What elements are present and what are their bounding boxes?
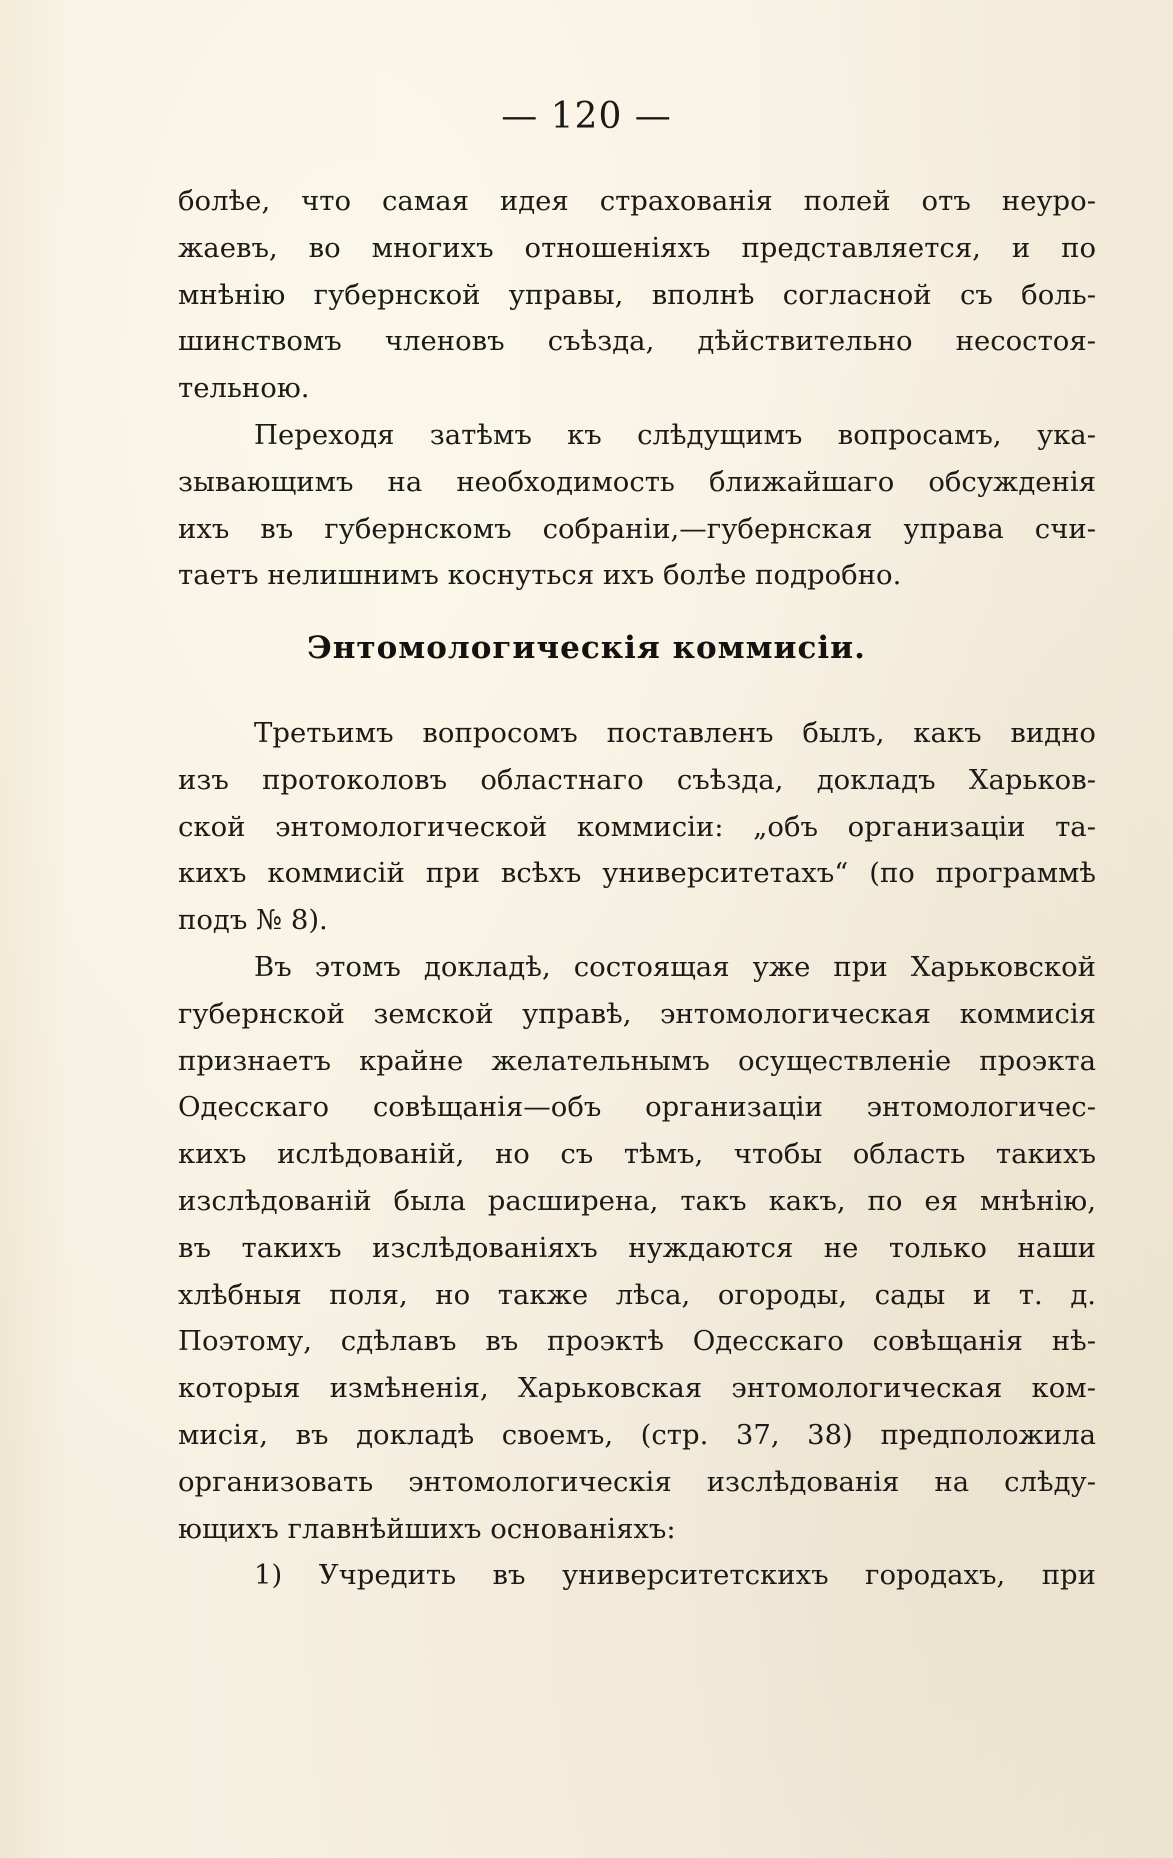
text-line: 1) Учредить въ университетскихъ городахъ, при xyxy=(254,1559,1096,1591)
text-line: Третьимъ вопросомъ поставленъ былъ, какъ видно xyxy=(254,717,1096,749)
text-line: Поэтому, сдѣлавъ въ проэктѣ Одесскаго совѣщанія нѣ- xyxy=(178,1325,1096,1358)
text-line: таетъ нелишнимъ коснуться ихъ болѣе подробно. xyxy=(178,559,902,592)
text-line: кихъ ислѣдованій, но съ тѣмъ, чтобы область такихъ xyxy=(178,1138,1096,1171)
paragraph-1 xyxy=(178,178,1096,412)
page-number: — 120 — xyxy=(501,96,672,137)
text-line: Въ этомъ докладѣ, состоящая уже при Харьковской xyxy=(254,951,1096,983)
text-line: шинствомъ членовъ съѣзда, дѣйствительно несостоя- xyxy=(178,325,1096,358)
text-line: въ такихъ изслѣдованіяхъ нуждаются не только наши xyxy=(178,1231,1096,1264)
text-line: Одесскаго совѣщанія—объ организаціи энтомологичес- xyxy=(178,1091,1096,1124)
text-line: болѣе, что самая идея страхованія полей отъ неуро- xyxy=(178,185,1096,217)
paragraph-5 xyxy=(178,1552,1096,1599)
text-line: кихъ коммисій при всѣхъ университетахъ“ (по программѣ xyxy=(178,857,1096,890)
text-line: изслѣдованій была расширена, такъ какъ, по ея мнѣнію, xyxy=(178,1184,1096,1217)
text-line: ской энтомологической коммисіи: „объ организаціи та- xyxy=(178,810,1096,843)
text-line: изъ протоколовъ областнаго съѣзда, докладъ Харьков- xyxy=(178,763,1096,796)
text-line: подъ № 8). xyxy=(178,904,328,937)
text-line: хлѣбныя поля, но также лѣса, огороды, сады и т. д. xyxy=(178,1278,1096,1311)
text-line: жаевъ, во многихъ отношеніяхъ представляется, и по xyxy=(178,231,1096,264)
text-line: мнѣнію губернской управы, вполнѣ согласной съ боль- xyxy=(178,278,1096,311)
text-line: тельною. xyxy=(178,372,310,405)
text-line: мисія, въ докладѣ своемъ, (стр. 37, 38) предположила xyxy=(178,1418,1096,1451)
text-line: признаетъ крайне желательнымъ осуществленіе проэкта xyxy=(178,1044,1096,1077)
text-line: которыя измѣненія, Харьковская энтомологическая ком- xyxy=(178,1372,1096,1405)
section-heading: Энтомологическія коммисіи. xyxy=(307,630,866,666)
paragraph-3 xyxy=(178,710,1096,944)
paragraph-2 xyxy=(178,412,1096,599)
text-line: зывающимъ на необходимость ближайшаго обсужденія xyxy=(178,465,1096,498)
text-line: Переходя затѣмъ къ слѣдущимъ вопросамъ, ука- xyxy=(254,419,1096,451)
paragraph-4 xyxy=(178,944,1096,1552)
text-line: организовать энтомологическія изслѣдованія на слѣду- xyxy=(178,1465,1096,1498)
text-line: ихъ въ губернскомъ собраніи,—губернская управа счи- xyxy=(178,512,1096,545)
text-line: губернской земской управѣ, энтомологическая коммисія xyxy=(178,997,1096,1030)
text-line: ющихъ главнѣйшихъ основаніяхъ: xyxy=(178,1512,676,1545)
